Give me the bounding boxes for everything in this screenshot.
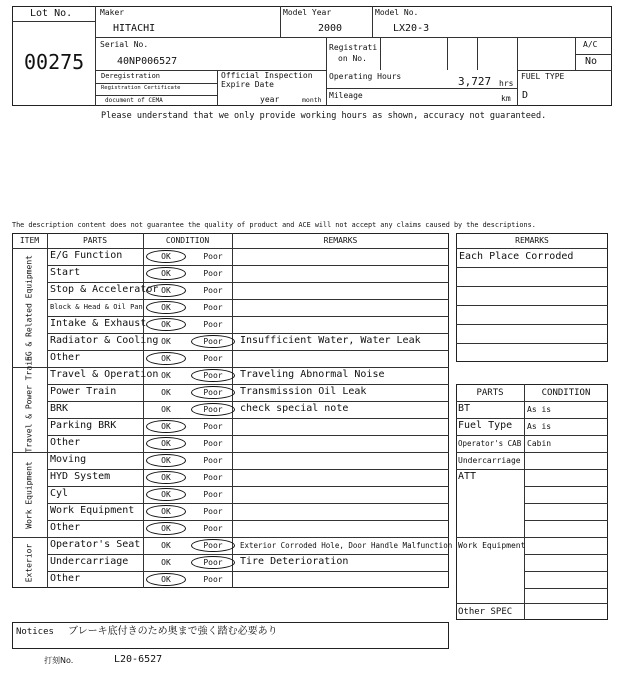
poor-option: Poor <box>203 524 223 533</box>
part-name: Other <box>50 522 81 533</box>
part-name: Radiator & Cooling <box>50 335 159 346</box>
spec-condition: As is <box>527 405 552 414</box>
mileage-label: Mileage <box>329 91 363 100</box>
deregistration-label: Deregistration <box>101 72 161 80</box>
ok-option: OK <box>161 303 171 312</box>
part-name: Undercarriage <box>50 556 129 567</box>
att-label: ATT <box>458 471 477 482</box>
poor-option: Poor <box>203 354 223 363</box>
model-year-label: Model Year <box>283 8 332 17</box>
registration-label-2: on No. <box>338 54 367 63</box>
parts-header: PARTS <box>476 388 504 398</box>
ok-option: OK <box>161 575 171 584</box>
row-remark: Transmission Oil Leak <box>240 386 367 397</box>
part-name: Power Train <box>50 386 117 397</box>
maker-value: HITACHI <box>113 23 156 34</box>
poor-option: Poor <box>203 252 223 261</box>
ok-selected-mark <box>146 573 186 586</box>
ok-option: OK <box>161 286 171 295</box>
spec-part: Operator's CAB <box>458 439 522 448</box>
lot-label: Lot No. <box>30 8 73 19</box>
model-no-value: LX20-3 <box>393 23 430 34</box>
part-name: Block & Head & Oil Pan <box>50 303 143 311</box>
part-name: Intake & Exhaust <box>50 318 147 329</box>
part-name: Stop & Accelerator <box>50 284 159 295</box>
poor-option: Poor <box>203 388 223 397</box>
model-year-value: 2000 <box>318 23 343 34</box>
ok-selected-mark <box>146 420 186 433</box>
item-group-label: Work Equipment <box>24 460 34 529</box>
poor-option: Poor <box>203 490 223 499</box>
row-remark: Insufficient Water, Water Leak <box>240 335 421 346</box>
part-name: Start <box>50 267 81 278</box>
poor-option: Poor <box>203 303 223 312</box>
operating-hours-label: Operating Hours <box>329 72 402 81</box>
fuel-type-value: D <box>522 90 529 101</box>
notices-label: Notices <box>16 627 54 637</box>
poor-selected-mark <box>191 369 235 382</box>
col-remarks-header: REMARKS <box>323 236 358 245</box>
ac-label: A/C <box>583 40 598 49</box>
part-name: Work Equipment <box>50 505 135 516</box>
part-name: Other <box>50 437 81 448</box>
ok-option: OK <box>161 439 171 448</box>
ok-option: OK <box>161 422 171 431</box>
item-group-label: Exterior <box>24 543 34 582</box>
row-remark: check special note <box>240 403 349 414</box>
ok-selected-mark <box>146 318 186 331</box>
ok-selected-mark <box>146 284 186 297</box>
ok-option: OK <box>161 405 171 414</box>
inspection-label-2: Expire Date <box>221 80 274 89</box>
spec-condition: As is <box>527 422 552 431</box>
item-group-label: Travel & Power Train <box>24 355 34 452</box>
ok-option: OK <box>161 558 171 567</box>
poor-option: Poor <box>203 575 223 584</box>
remarks-line-1: Each Place Corroded <box>459 251 574 262</box>
condition-header: CONDITION <box>541 388 591 398</box>
ok-option: OK <box>161 541 171 550</box>
poor-option: Poor <box>203 371 223 380</box>
lot-number: 00275 <box>24 50 85 74</box>
year-label: year <box>260 95 280 104</box>
poor-selected-mark <box>191 539 235 552</box>
month-label: month <box>302 96 322 104</box>
ok-option: OK <box>161 371 171 380</box>
poor-option: Poor <box>203 337 223 346</box>
spec-condition: Cabin <box>527 439 552 448</box>
ok-option: OK <box>161 269 171 278</box>
other-spec-label: Other SPEC <box>458 607 513 617</box>
item-group-label: EG & Related Equipment <box>24 254 34 361</box>
poor-option: Poor <box>203 439 223 448</box>
poor-option: Poor <box>203 405 223 414</box>
stamp-value: L20-6527 <box>114 654 163 665</box>
maker-label: Maker <box>100 8 125 17</box>
poor-selected-mark <box>191 386 235 399</box>
remarks-header: REMARKS <box>515 236 549 245</box>
ok-selected-mark <box>146 267 186 280</box>
ac-value: No <box>585 56 598 67</box>
ok-selected-mark <box>146 471 186 484</box>
notices-text: ブレーキ底付きのため奥まで強く踏む必要あり <box>68 626 278 637</box>
spec-part: Fuel Type <box>458 420 513 431</box>
km-label: km <box>501 94 511 103</box>
part-name: Travel & Operation <box>50 369 159 380</box>
operating-hours-value: 3,727 <box>458 75 492 88</box>
ok-selected-mark <box>146 437 186 450</box>
part-name: Parking BRK <box>50 420 117 431</box>
ok-option: OK <box>161 388 171 397</box>
ok-option: OK <box>161 252 171 261</box>
hours-disclaimer: Please understand that we only provide working hours as shown, accuracy not guaranteed. <box>101 111 547 121</box>
poor-option: Poor <box>203 286 223 295</box>
ok-option: OK <box>161 354 171 363</box>
cema-label: document of CEMA <box>105 97 163 104</box>
work-equipment-label: Work Equipment <box>458 541 526 550</box>
part-name: Moving <box>50 454 87 465</box>
poor-option: Poor <box>203 473 223 482</box>
part-name: Operator's Seat <box>50 539 141 550</box>
ok-selected-mark <box>146 522 186 535</box>
col-item-header: ITEM <box>19 236 40 245</box>
poor-selected-mark <box>191 335 235 348</box>
ok-option: OK <box>161 507 171 516</box>
ok-option: OK <box>161 337 171 346</box>
serial-label: Serial No. <box>100 40 149 49</box>
poor-selected-mark <box>191 556 235 569</box>
col-condition-header: CONDITION <box>165 236 210 245</box>
registration-label: Registrati <box>329 43 378 52</box>
ok-selected-mark <box>146 352 186 365</box>
ok-selected-mark <box>146 505 186 518</box>
ok-option: OK <box>161 524 171 533</box>
ok-selected-mark <box>146 250 186 263</box>
hrs-label: hrs <box>499 79 514 88</box>
ok-option: OK <box>161 490 171 499</box>
undercarriage-label: Undercarriage <box>458 456 521 465</box>
part-name: BRK <box>50 403 69 414</box>
row-remark: Exterior Corroded Hole, Door Handle Malfunction <box>240 541 453 550</box>
ok-selected-mark <box>146 454 186 467</box>
poor-option: Poor <box>203 320 223 329</box>
inspection-label: Official Inspection <box>221 71 313 80</box>
poor-option: Poor <box>203 541 223 550</box>
ok-option: OK <box>161 320 171 329</box>
part-name: Cyl <box>50 488 69 499</box>
row-remark: Traveling Abnormal Noise <box>240 369 385 380</box>
spec-part: BT <box>458 403 471 414</box>
stamp-label: 打刻No. <box>44 656 74 665</box>
fuel-type-label: FUEL TYPE <box>521 72 565 81</box>
serial-value: 40NP006527 <box>117 56 178 67</box>
poor-option: Poor <box>203 507 223 516</box>
col-parts-header: PARTS <box>82 236 108 245</box>
model-no-label: Model No. <box>375 8 419 17</box>
part-name: Other <box>50 352 81 363</box>
part-name: HYD System <box>50 471 111 482</box>
row-remark: Tire Deterioration <box>240 556 349 567</box>
poor-option: Poor <box>203 422 223 431</box>
ok-option: OK <box>161 456 171 465</box>
ok-selected-mark <box>146 488 186 501</box>
ok-selected-mark <box>146 301 186 314</box>
registration-certificate-label: Registration Certificate <box>101 85 181 91</box>
poor-option: Poor <box>203 269 223 278</box>
description-disclaimer: The description content does not guarantee the quality of product and ACE will not accept any claims caused by the descriptions. <box>12 221 536 229</box>
ok-option: OK <box>161 473 171 482</box>
poor-option: Poor <box>203 558 223 567</box>
part-name: Other <box>50 573 81 584</box>
part-name: E/G Function <box>50 250 123 261</box>
poor-option: Poor <box>203 456 223 465</box>
poor-selected-mark <box>191 403 235 416</box>
